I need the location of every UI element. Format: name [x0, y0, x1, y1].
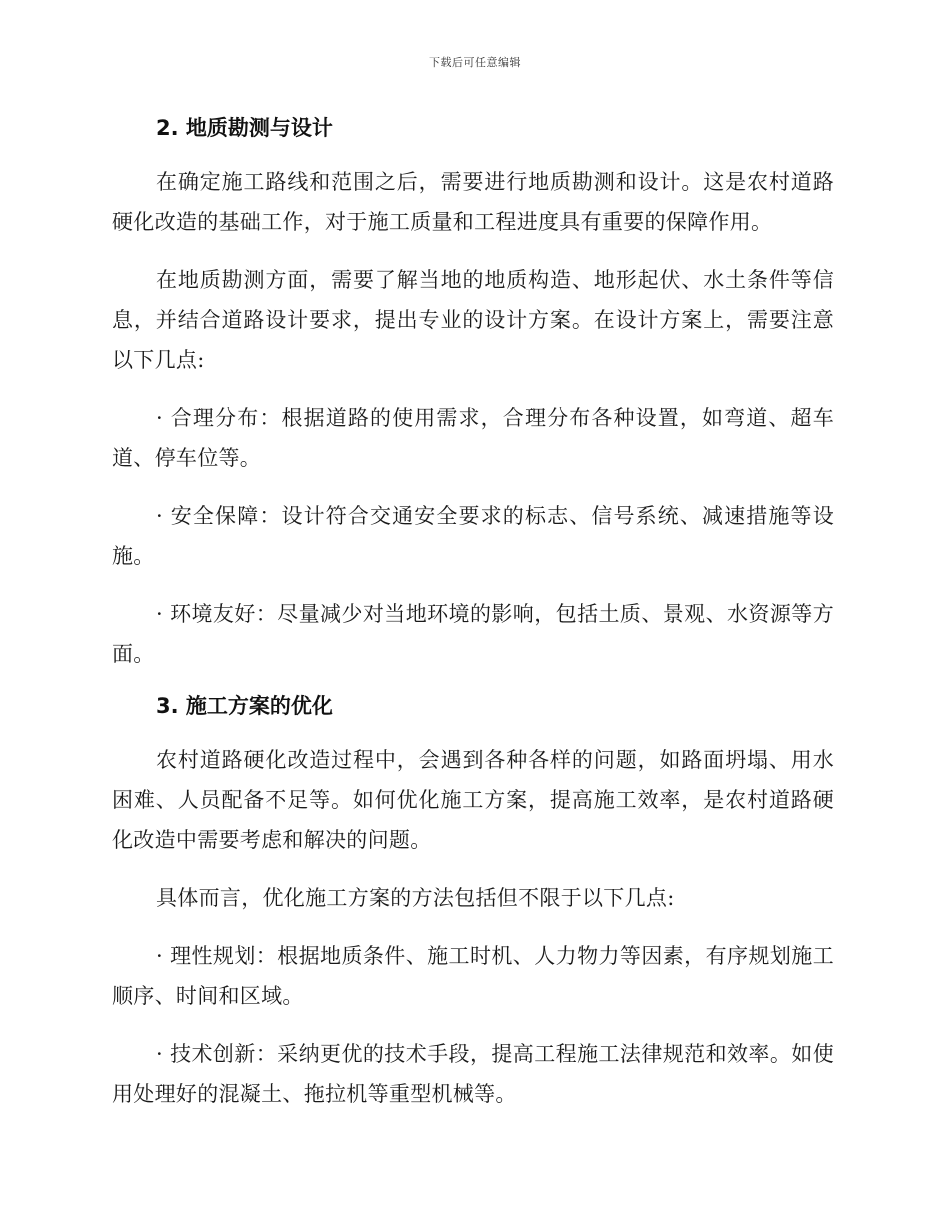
- bullet-item: · 理性规划：根据地质条件、施工时机、人力物力等因素，有序规划施工顺序、时间和区域。: [112, 944, 834, 1008]
- paragraph: 在确定施工路线和范围之后，需要进行地质勘测和设计。这是农村道路硬化改造的基础工作，对于施工质量和工程进度具有重要的保障作用。: [112, 170, 834, 234]
- bullet-item: · 合理分布：根据道路的使用需求，合理分布各种设置，如弯道、超车道、停车位等。: [112, 406, 834, 470]
- paragraph: 在地质勘测方面，需要了解当地的地质构造、地形起伏、水土条件等信息，并结合道路设计要求，提出专业的设计方案。在设计方案上，需要注意以下几点:: [112, 268, 834, 372]
- bullet-item: · 安全保障：设计符合交通安全要求的标志、信号系统、减速措施等设施。: [112, 504, 834, 568]
- section-geological-survey: [112, 114, 834, 674]
- section-construction-plan: [112, 692, 834, 1114]
- paragraph: 具体而言，优化施工方案的方法包括但不限于以下几点:: [156, 886, 675, 910]
- paragraph: 农村道路硬化改造过程中，会遇到各种各样的问题，如路面坍塌、用水困难、人员配备不足等。如何优化施工方案，提高施工效率，是农村道路硬化改造中需要考虑和解决的问题。: [112, 748, 834, 852]
- section-heading: 2. 地质勘测与设计: [156, 116, 333, 140]
- page-header: 下载后可任意编辑: [429, 56, 521, 69]
- document-body: [112, 114, 834, 1132]
- bullet-item: · 环境友好：尽量减少对当地环境的影响，包括土质、景观、水资源等方面。: [112, 602, 834, 666]
- section-heading: 3. 施工方案的优化: [156, 694, 333, 718]
- bullet-item: · 技术创新：采纳更优的技术手段，提高工程施工法律规范和效率。如使用处理好的混凝土、拖拉机等重型机械等。: [112, 1042, 834, 1106]
